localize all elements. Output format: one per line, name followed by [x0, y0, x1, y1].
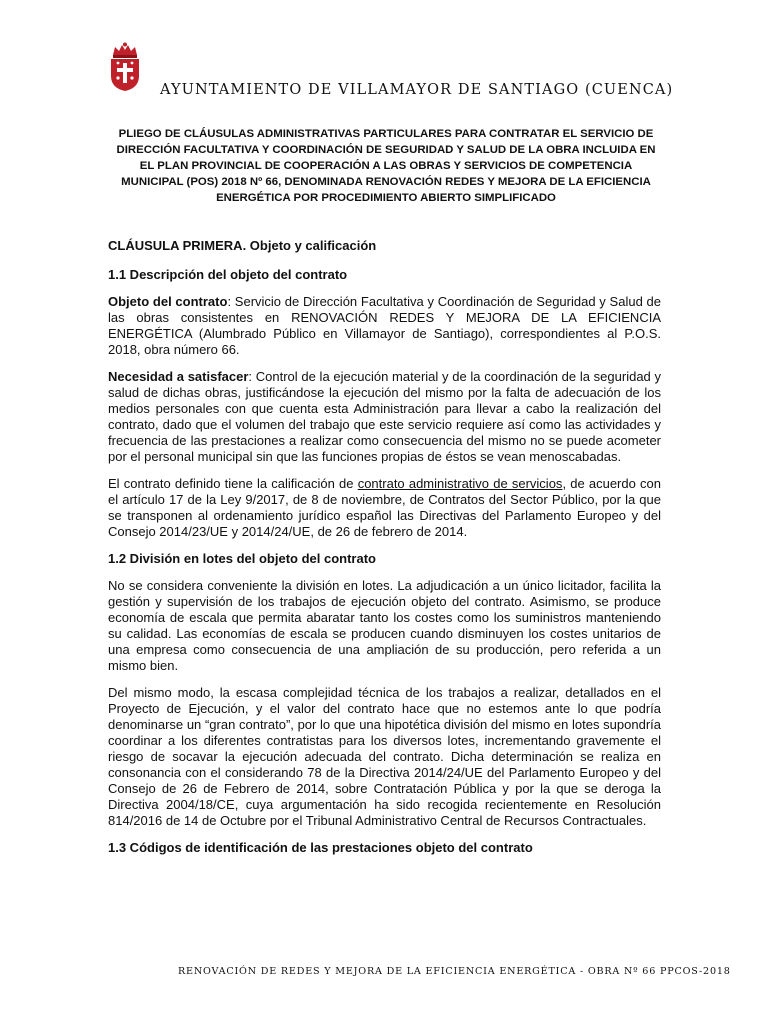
paragraph-lotes-2: Del mismo modo, la escasa complejidad técnica de los trabajos a realizar, detallados en el Proyecto de Ejecución, y el valor del contrato hace que no estemos ante lo que podría denominarse un “gran contrato”, por lo que una hipotética división del mismo en lotes supondría coordinar a los diferentes contratistas para los diversos lotes, incrementando gravemente el riesgo de socavar la ejecución adecuada del contrato. Dicha determinación se realiza en consonancia con el considerando 78 de la Directiva 2014/24/UE del Parlamento Europeo y del Consejo de 26 de Febrero de 2014, sobre Contratación Pública y por la que se deroga la Directiva 2004/18/CE, cuya argumentación ha sido recogida recientemente en Resolución 814/2016 de 14 de Octubre por el Tribunal Administrativo Central de Recursos Contractuales. — [108, 685, 661, 828]
organization-name: AYUNTAMIENTO DE VILLAMAYOR DE SANTIAGO (CUENCA) — [160, 82, 674, 98]
paragraph-text: , de acuerdo con el artículo 17 de la Ley 9/2017, de 8 de noviembre, de Contratos del Sector Público, por la que se transponen al ordenamiento jurídico español las Directivas del Parlamento Europeo y del Consejo 2014/23/UE y 2014/24/UE, de 26 de febrero de 2014. — [108, 476, 661, 539]
section-heading-1-1: 1.1 Descripción del objeto del contrato — [108, 267, 348, 282]
paragraph-lotes-1: No se considera conveniente la división en lotes. La adjudicación a un único licitador, facilita la gestión y supervisión de los trabajos de ejecución objeto del contrato. Asimismo, se produce economía de escala que permita abaratar tanto los costes como los suministros manteniendo su calidad. Las economías de escala se producen cuando disminuyen los costes unitarios de una empresa como consecuencia de una ampliación de su producción, pero referida a un mismo bien. — [108, 578, 661, 673]
paragraph-text: El contrato definido tiene la calificación de — [108, 476, 358, 491]
paragraph-label: Objeto del contrato — [108, 294, 228, 309]
paragraph-necesidad — [108, 369, 661, 465]
paragraph-text: : Control de la ejecución material y de la coordinación de la seguridad y salud de dichas obras, justificándose la ejecución del mismo por la falta de adecuación de los medios personales con que cuenta esta Administración para llevar a cabo la realización del contrato, dado que el volumen del trabajo que este servicio requiere así como las actividades y frecuencia de las prestaciones a realizar como consecuencia del mismo no se puede acometer por el personal municipal sin que las funciones propias de éstos se vean menoscabadas. — [108, 369, 661, 464]
document-body — [108, 238, 661, 867]
underlined-term: contrato administrativo de servicios — [357, 476, 563, 491]
document-title: PLIEGO DE CLÁUSULAS ADMINISTRATIVAS PARTICULARES PARA CONTRATAR EL SERVICIO DE DIRECCIÓN FACULTATIVA Y COORDINACIÓN DE SEGURIDAD Y SALUD DE LA OBRA INCLUIDA EN EL PLAN PROVINCIAL DE COOPERACIÓN A LAS OBRAS Y SERVICIOS DE COMPETENCIA MUNICIPAL (POS) 2018 Nº 66, DENOMINADA RENOVACIÓN REDES Y MEJORA DE LA EFICIENCIA ENERGÉTICA POR PROCEDIMIENTO ABIERTO SIMPLIFICADO — [116, 128, 656, 204]
municipal-crest-icon — [106, 42, 144, 92]
paragraph-label: Necesidad a satisfacer — [108, 369, 249, 384]
page-footer: RENOVACIÓN DE REDES Y MEJORA DE LA EFICIENCIA ENERGÉTICA - OBRA Nº 66 PPCOS-2018 — [178, 966, 731, 977]
paragraph-objeto — [108, 294, 661, 358]
clause-heading: CLÁUSULA PRIMERA. Objeto y calificación — [108, 238, 377, 253]
section-heading-1-3: 1.3 Códigos de identificación de las prestaciones objeto del contrato — [108, 840, 533, 855]
paragraph-text: : Servicio de Dirección Facultativa y Coordinación de Seguridad y Salud de las obras consistentes en RENOVACIÓN REDES Y MEJORA DE LA EFICIENCIA ENERGÉTICA (Alumbrado Público en Villamayor de Santiago), correspondientes al P.O.S. 2018, obra número 66. — [108, 294, 662, 357]
paragraph-calificacion — [108, 476, 661, 540]
section-heading-1-2: 1.2 División en lotes del objeto del contrato — [108, 551, 376, 566]
